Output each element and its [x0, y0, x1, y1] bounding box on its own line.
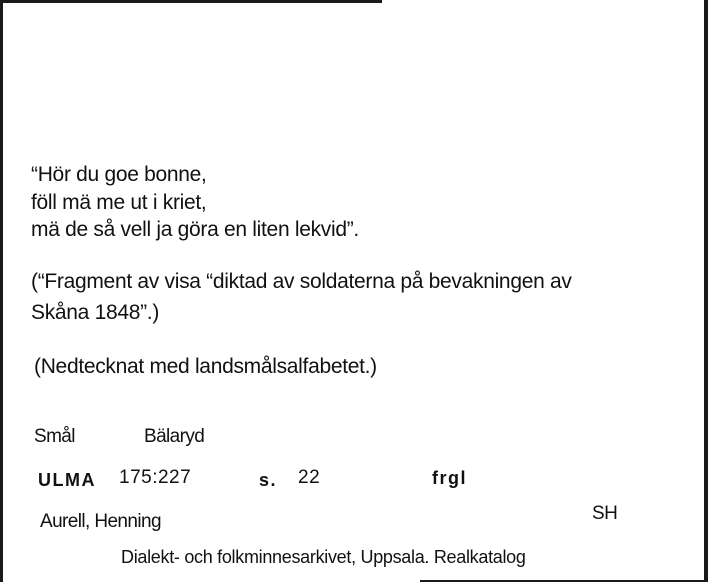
- region-label: Smål: [34, 426, 75, 447]
- verse-line-1: “Hör du goe bonne,: [31, 163, 207, 186]
- card-edge-top: [0, 0, 382, 3]
- page-number: 22: [298, 467, 321, 488]
- verse-line-2: föll mä me ut i kriet,: [31, 191, 207, 214]
- initials: SH: [592, 503, 618, 524]
- archive-code: ULMA: [38, 470, 96, 490]
- collector-name: Aurell, Henning: [40, 511, 161, 532]
- parish-label: Bälaryd: [144, 426, 205, 447]
- card-edge-left: [0, 0, 3, 582]
- record-number: 175:227: [119, 467, 192, 488]
- card-edge-right: [704, 0, 708, 582]
- verse-line-3: mä de så vell ja göra en liten lekvid”.: [31, 218, 359, 241]
- category-code: frgl: [432, 468, 467, 488]
- fragment-note-line-1: (“Fragment av visa “diktad av soldaterna på bevakningen av: [31, 270, 572, 293]
- page-label: s.: [259, 470, 278, 490]
- archive-footer: Dialekt- och folkminnesarkivet, Uppsala. Realkatalog: [121, 547, 526, 567]
- transcription-note: (Nedtecknat med landsmålsalfabetet.): [34, 355, 377, 378]
- fragment-note-line-2: Skåna 1848”.): [31, 301, 160, 324]
